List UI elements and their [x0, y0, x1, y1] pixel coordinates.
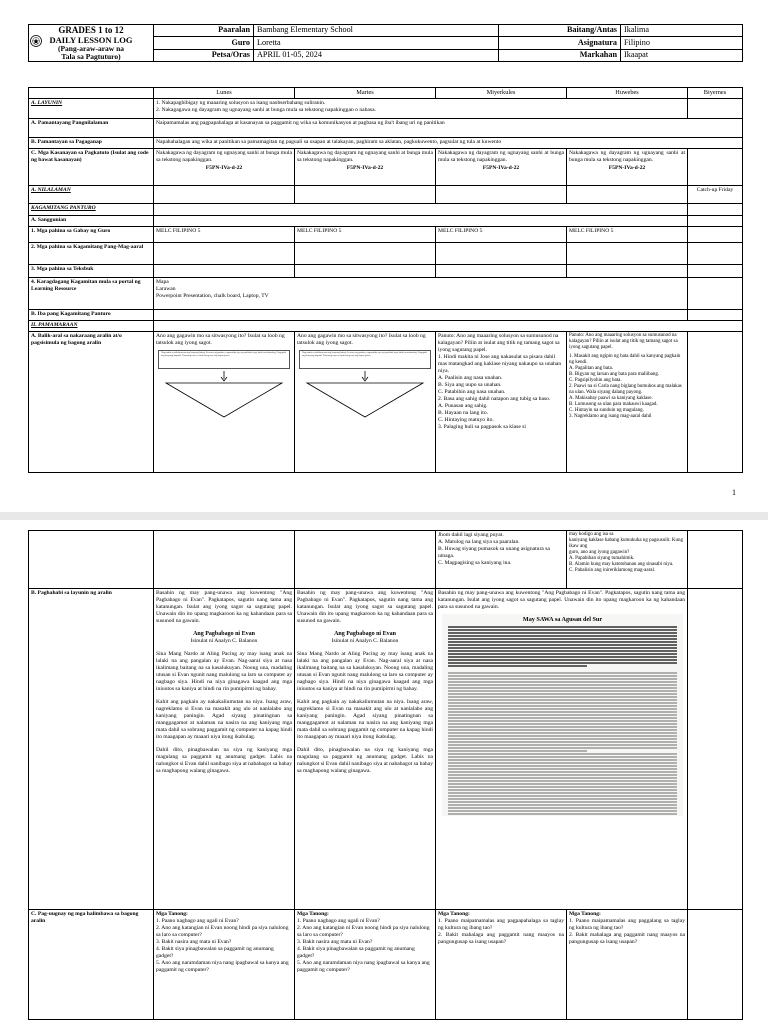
pangnilalaman-text: Naipamamalas ang pagpapahalaga at kasanayan sa paggamit ng wika sa komunikasyon at pagbasa ng iba't ibang uri ng panitikan	[154, 118, 743, 137]
news-text-line	[448, 693, 677, 695]
paghahabi-monday	[154, 589, 295, 910]
news-text-line	[448, 662, 677, 664]
thu-cont-item: B. Alamin kung may katotohanan ang sinasabi niya.	[569, 562, 674, 567]
karagdagang-mapa: Mapa	[156, 278, 169, 285]
wed-cont-item: A. Matulog na lang siya sa paaralan.	[438, 538, 520, 545]
news-text-line	[448, 744, 677, 746]
story-intro: Basahin ng may pang-unawa ang kuwentong "Ang Pagbabago ni Evan". Pagkatapos, sagutin nang tama ang katanungan. Isulat ang iyong sagot sa sagutang papel. Unawain din ito upang magkaroon ka ng kahandaan para sa susunod na gawain.	[156, 590, 292, 624]
iba-pang-empty	[154, 309, 688, 320]
gabay-guro-thu: MELC FILIPINO 5	[567, 226, 688, 242]
questions-wednesday	[436, 910, 567, 1020]
news-text-line	[448, 813, 677, 815]
news-text-line	[448, 675, 677, 677]
question-item: 2. Bakit mahalaga ang paggamit nang maayos na pangungusap sa isang usapan?	[438, 931, 564, 945]
wed-item: B. Siya ang uupo sa unahan.	[438, 381, 502, 388]
news-text-line	[448, 672, 677, 674]
mag-aaral-thu	[567, 242, 688, 264]
news-text-line	[448, 729, 677, 731]
layunin-label: A. LAYUNIN	[29, 98, 154, 118]
tanong-label: Mga Tanong:	[156, 911, 188, 917]
news-text-line	[448, 804, 677, 806]
news-text-line	[448, 702, 677, 704]
balik-aral-wednesday	[436, 331, 567, 472]
day-friday: Biyernes	[688, 88, 743, 99]
karagdagang-label: 4. Karagdagang Kagamitan mula sa portal ng Learning Resource	[29, 277, 154, 309]
thu-item: Panuto: Ano ang maaaring solusyon sa sumusunod na kalagayan? Piliin at isulat ang titik ng tamang sagot sa iyong sagutang papel.	[569, 332, 678, 350]
news-text-line	[448, 786, 677, 788]
news-text-line	[448, 723, 677, 725]
situation-diagram	[156, 350, 292, 422]
tanong-label: Mga Tanong:	[438, 911, 470, 917]
mag-aaral-tue	[295, 242, 436, 264]
question-item: 3. Bakit nasira ang mata ni Evan?	[156, 938, 232, 945]
story-paragraph: Dahil dito, pinagbawalan na siya ng kaniyang mga magulang sa paggamit ng anumang gadget. Labis na nalungkot si Evan dahil nanibago siya at nababagot sa bahay sa maghapong walang ginagawa.	[297, 747, 433, 775]
situation-box: Nag-aabot sa inilalarawan ang kanyang bahay. Sa araw ng pasalan, nagsasalita siya ng malakas kaya hindi na nakatulog. Nagagalit ang kanyang kapatid. Tinanong niya sa amin kung ano ang dapat gawin.	[158, 350, 290, 369]
page-2	[0, 520, 768, 1024]
kasanayan-code: F5PN-IVa-d-22	[205, 164, 243, 171]
paghahabi-fri	[688, 589, 743, 910]
wed-item: C. Patabihin ang nasa unahan.	[438, 388, 506, 395]
grade-label: Baitang/Antas	[499, 25, 621, 37]
page-number: 1	[732, 488, 736, 497]
balik-aral-instruction: Ano ang gagawin mo sa sitwasyong ito? Isulat sa loob ng tatsulok ang iyong sagot.	[297, 332, 426, 346]
news-text-line	[448, 684, 677, 686]
mag-aaral-fri	[688, 242, 743, 264]
question-item: 4. Bakit siya pinagbawalan sa paggamit ng anumang gadget?	[156, 945, 274, 959]
kasanayan-friday	[688, 148, 743, 185]
layunin-line-1: 1. Nakapagbibigay ng maaaring solusyon sa isang naobserbahang suliranin.	[156, 99, 326, 106]
news-title: May SAWA sa Agusan del Sur	[522, 615, 603, 623]
layunin-line-2: 2. Nakagagawa ng dayagram ng ugnayang sanhi at bunga mula sa tekstong napakinggan o nabasa.	[156, 106, 376, 113]
karagdagang-fri	[688, 277, 743, 309]
news-text-line	[448, 650, 677, 652]
thu-item: C. Pagsipilyohin ang bata.	[569, 377, 622, 383]
sanggunian-fri	[688, 215, 743, 226]
gabay-guro-wed: MELC FILIPINO 5	[436, 226, 567, 242]
news-text-line	[448, 792, 677, 794]
news-intro: Basahin ng may pang-unawa ang kuwentong "Ang Pagbabago ni Evan". Pagkatapos, sagutin nang tama ang katanungan. Isulat ang iyong sagot sa sagutang papel. Unawain din ito upang magkaroon ka ng kahandaan para sa susunod na gawain.	[438, 590, 685, 610]
thu-item: 2. Paawi na si Carla nang biglang bumuhos ang malakas na ulan. Wala siyang dalang payong.	[569, 383, 682, 395]
kagamitang-fri	[688, 203, 743, 215]
thu-cont-item: guro, ano ang iyong gagawin?	[569, 550, 630, 555]
news-text-line	[448, 735, 677, 737]
wed-item: 1. Hindi makita ni Jose ang nakasulat sa pisara dahil mas matangkad ang kaklase niyang nakaupo sa unahan niya.	[438, 353, 562, 374]
news-text-line	[448, 771, 677, 773]
balik-aral-tuesday	[295, 331, 436, 472]
news-text-line	[448, 629, 677, 631]
wed-item: 3. Palaging huli sa pagpasok sa klase si	[438, 423, 526, 430]
news-text-line	[448, 690, 677, 692]
lesson-grid-continued	[28, 530, 743, 1020]
catch-up-friday: Catch-up Friday	[688, 185, 743, 203]
answer-triangle-icon	[297, 371, 433, 421]
header-title	[29, 25, 154, 62]
pamamaraan-label: II. PAMAMARAAN	[29, 320, 154, 331]
subject-label: Asignatura	[499, 37, 621, 49]
question-item: 3. Bakit nasira ang mata ni Evan?	[297, 938, 373, 945]
news-text-line	[448, 687, 677, 689]
deped-seal-icon	[30, 35, 42, 47]
news-text-line	[448, 810, 677, 812]
news-text-line	[448, 750, 587, 752]
wed-cont-item: B. Huwag siyang pumasok sa unang asignatura sa umaga.	[438, 545, 550, 559]
story-title: Ang Pagbabago ni Evan	[334, 630, 396, 637]
news-text-line	[448, 747, 677, 749]
karagdagang-ppt: Powerpoint Presentation, chalk board, Laptop, TV	[156, 292, 269, 299]
kasanayan-monday	[154, 148, 295, 185]
thu-cont-item: A. Papabihan siyang tumahimik.	[569, 556, 635, 561]
news-text-line	[448, 711, 677, 713]
situation-box: Nag-aabot sa inilalarawan ang kanyang bahay. Sa araw ng pasalan, nagsasalita siya ng malakas kaya hindi na nakatulog. Nagagalit ang kanyang kapatid. Tinanong niya sa amin kung ano ang dapat gawin.	[299, 350, 431, 369]
sanggunian-empty	[154, 215, 688, 226]
questions-monday	[154, 910, 295, 1020]
thu-item: 1. Masakit ang ngipin ng bata dahil sa kanyang pagkain ng kendi.	[569, 353, 681, 365]
date-value: APRIL 01-05, 2024	[254, 49, 499, 61]
thu-item: B. Lumusong sa ulan para makauwi kaagad.	[569, 401, 658, 407]
kasanayan-text: Nakakagawa ng dayagram ng ugnayang sanhi at bunga mula sa tekstong napakinggan.	[569, 149, 685, 163]
news-text-line	[448, 726, 677, 728]
thu-item: 3. Nagreklamo ang isang mag-aaral dahil	[569, 413, 652, 419]
questions-thursday	[567, 910, 688, 1020]
cont-mon-empty	[154, 531, 295, 589]
news-text-line	[448, 626, 677, 628]
questions-tuesday	[295, 910, 436, 1020]
kasanayan-wednesday	[436, 148, 567, 185]
school-value: Bambang Elementary School	[254, 25, 499, 37]
title-sub2: Tala sa Pagtuturo)	[61, 51, 121, 61]
news-text-line	[448, 801, 677, 803]
story-paragraph: Dahil dito, pinagbawalan na siya ng kaniyang mga magulang sa paggamit ng anumang gadget. Labis na nalungkot si Evan dahil nanibago siya at nababagot sa bahay sa maghapong walang ginagawa.	[156, 747, 292, 775]
thu-item: A. Pagalitan ang bata.	[569, 365, 614, 371]
teacher-value: Loretta	[254, 37, 499, 49]
pangnilalaman-label: A. Pamantayang Pangnilalaman	[29, 118, 154, 137]
wed-item: A. Paalisin ang nasa unahan.	[438, 374, 503, 381]
thu-cont-item: kaniyang kaklase habang kumukuha ng pagsusulit. Kung ikaw ang	[569, 538, 684, 549]
title-dll: DAILY LESSON LOG	[49, 35, 133, 46]
news-text-line	[448, 732, 677, 734]
news-text-line	[448, 777, 677, 779]
karagdagang-larawan: Larawan	[156, 285, 176, 292]
news-text-line	[448, 807, 677, 809]
kasanayan-text: Nakakagawa ng dayagram ng ugnayang sanhi at bunga mula sa tekstong napakinggan.	[156, 149, 292, 163]
tanong-label: Mga Tanong:	[297, 911, 329, 917]
subject-value: Filipino	[621, 37, 743, 49]
news-text-line	[448, 720, 677, 722]
pagganap-text: Napahahalagan ang wika at panitikan sa pamamagitan ng paguali sa usapan at talakayan, paghiram sa aklatan, pagkukuwento, pagsulat ng tula at kuwento	[154, 137, 743, 148]
kasanayan-code: F5PN-IVa-d-22	[608, 164, 646, 171]
wed-item: 2. Basa ang sahig dahil natapon ang tubig sa baso.	[438, 395, 551, 402]
news-text-line	[448, 789, 677, 791]
nilalaman-wed	[436, 185, 567, 203]
day-wednesday: Miyerkules	[436, 88, 567, 99]
news-text-line	[448, 638, 677, 640]
cont-wednesday	[436, 531, 567, 589]
paghahabi-wed-thu	[436, 589, 688, 910]
news-text-line	[448, 653, 677, 655]
gabay-guro-fri	[688, 226, 743, 242]
quarter-value: Ikaapat	[621, 49, 743, 61]
day-tuesday: Martes	[295, 88, 436, 99]
teksbuk-wed	[436, 264, 567, 277]
day-monday: Lunes	[154, 88, 295, 99]
nilalaman-thu	[567, 185, 688, 203]
gabay-guro-mon: MELC FILIPINO 5	[154, 226, 295, 242]
story-author: Isinulat ni Analyn C. Balanon	[331, 638, 399, 645]
story-author: Isinulat ni Analyn C. Balanon	[190, 638, 258, 645]
news-text-line	[448, 708, 677, 710]
teksbuk-mon	[154, 264, 295, 277]
news-text-line	[448, 717, 677, 719]
question-item: 2. Ano ang katangian ni Evan noong hindi pa siya nalulong sa laro sa computer?	[297, 924, 430, 938]
cont-thursday	[567, 531, 688, 589]
title-grades: GRADES 1 to 12	[58, 25, 124, 35]
wed-item: A. Punasan ang sahig.	[438, 402, 488, 409]
school-label: Paaralan	[154, 25, 254, 37]
teksbuk-label: 3. Mga pahina sa Teksbuk	[29, 264, 154, 277]
wed-item: B. Hayaan na lang ito.	[438, 409, 489, 416]
news-text-line	[448, 659, 677, 661]
question-item: 2. Bakit mahalaga ang paggamit nang maayos na pangungusap sa isang usapan?	[569, 931, 685, 945]
news-text-line	[448, 656, 677, 658]
news-text-line	[448, 759, 677, 761]
thu-cont-item: C. Pabalisin ang inireriklamong mag-aaral.	[569, 568, 656, 573]
question-item: 5. Ano ang naramdaman niya nang ipagbawal sa kanya ang paggamit ng computer?	[156, 959, 289, 973]
corner-cell	[29, 88, 154, 99]
mag-aaral-label: 2. Mga pahina sa Kagamitang Pang-Mag-aaral	[29, 242, 154, 264]
news-text-line	[448, 699, 677, 701]
news-text-line	[448, 678, 677, 680]
question-item: 5. Ano ang naramdaman niya nang ipagbawal sa kanya ang paggamit ng computer?	[297, 959, 430, 973]
questions-fri	[688, 910, 743, 1020]
wed-cont-item: Jhom dahil lagi siyang puyat.	[438, 532, 504, 538]
cont-fri-empty	[688, 531, 743, 589]
question-item: 1. Paano maipamamalas ang pagpapahalaga sa taglay ng kultura ng ibang tao?	[438, 917, 564, 931]
kasanayan-code: F5PN-IVa-d-22	[482, 164, 520, 171]
news-text-line	[448, 774, 677, 776]
news-text-line	[448, 632, 677, 634]
kagamitang-empty	[154, 203, 688, 215]
story-paragraph: Sina Mang Nardo at Aling Pacing ay may isang anak na lalaki na ang pangalan ay Evan. Nag-aaral siya at nasa ikalimang baitang na sa kasalukuyan. Noong una, madaling utusan si Evan ngunit nang malulong sa laro sa computer ay nagbago siya. Hindi na niya ginagawa kaagad ang mga iniuutos sa kaniya at hindi na rin pumipirmi ng bahay.	[297, 651, 433, 693]
pag-ugnay-label: C. Pag-uugnay ng mga halimbawa sa bagong aralin	[29, 910, 154, 1020]
teksbuk-tue	[295, 264, 436, 277]
situation-diagram	[297, 350, 433, 422]
question-item: 1. Paano nagbago ang ugali ni Evan?	[297, 917, 380, 924]
news-article-image	[442, 614, 683, 816]
story-intro: Basahin ng may pang-unawa ang kuwentong "Ang Pagbabago ni Evan". Pagkatapos, sagutin nang tama ang katanungan. Isulat ang iyong sagot sa sagutang papel. Unawain din ito upang magkaroon ka ng kahandaan para sa susunod na gawain.	[297, 590, 433, 624]
news-text-line	[448, 681, 677, 683]
thu-cont-item: may kodigo ang isa sa	[569, 532, 614, 537]
teksbuk-fri	[688, 264, 743, 277]
quarter-label: Markahan	[499, 49, 621, 61]
balik-aral-monday	[154, 331, 295, 472]
news-text-line	[448, 795, 677, 797]
nilalaman-tue	[295, 185, 436, 203]
cont-tue-empty	[295, 531, 436, 589]
pagganap-label: B. Pamantayan sa Pagaganap	[29, 137, 154, 148]
news-text-line	[448, 647, 677, 649]
pamamaraan-empty	[154, 320, 743, 331]
iba-pang-label: B. Iba pang Kagamitang Panturo	[29, 309, 154, 320]
kasanayan-tuesday	[295, 148, 436, 185]
news-text-line	[448, 753, 677, 755]
news-text-line	[448, 756, 677, 758]
title-sub1: (Pang-araw-araw na	[57, 44, 125, 54]
news-text-line	[448, 714, 677, 716]
news-text-line	[448, 705, 677, 707]
news-text-line	[448, 665, 587, 667]
paghahabi-tuesday	[295, 589, 436, 910]
balik-aral-instruction: Ano ang gagawin mo sa sitwasyong ito? Isulat sa loob ng tatsulok ang iyong sagot.	[156, 332, 285, 346]
paghahabi-label: B. Paghahabi sa layunin ng aralin	[29, 589, 154, 910]
sanggunian-label: A. Sanggunian	[29, 215, 154, 226]
question-item: 2. Ano ang katangian ni Evan noong hindi pa siya nalulong sa laro sa computer?	[156, 924, 289, 938]
question-item: 1. Paano nagbago ang ugali ni Evan?	[156, 917, 239, 924]
kasanayan-text: Nakakagawa ng dayagram ng ugnayang sanhi at bunga mula sa tekstong napakinggan.	[297, 149, 433, 163]
date-label: Petsa/Oras	[154, 49, 254, 61]
kagamitang-label: KAGAMITANG PANTURO	[29, 203, 154, 215]
news-text-line	[448, 635, 677, 637]
mag-aaral-mon	[154, 242, 295, 264]
balik-aral-fri	[688, 331, 743, 472]
layunin-friday	[688, 98, 743, 118]
tanong-label: Mga Tanong:	[569, 911, 601, 917]
news-text-line	[448, 780, 677, 782]
kasanayan-text: Nakakagawa ng dayagram ng ugnayang sanhi at bunga mula sa tekstong napakinggan.	[438, 149, 564, 163]
wed-item: C. Hintaying matuyo ito.	[438, 416, 494, 423]
wed-cont-item: C. Magpagising sa kaniyang ina.	[438, 559, 512, 566]
wed-item: Panuto: Ano ang maaaring solusyon sa sumusunod na kalagayan? Piliin at isulat ang titik ng tamang sagot sa iyong sagutang papel.	[438, 332, 560, 353]
thu-item: B. Bigyan ng larsan ang bata para maliibang.	[569, 371, 660, 377]
teksbuk-thu	[567, 264, 688, 277]
news-text-line	[448, 768, 677, 770]
news-text-line	[448, 783, 677, 785]
news-text-line	[448, 798, 677, 800]
question-item: 1. Paano maipamamalas ang paggalang sa taglay ng kultura ng ibang tao?	[569, 917, 685, 931]
news-text-line	[448, 765, 677, 767]
cont-label-empty	[29, 531, 154, 589]
kasanayan-thursday	[567, 148, 688, 185]
balik-aral-label: A. Balik-aral sa nakaraang aralin at/o pagsisimula ng bagong aralin	[29, 331, 154, 472]
header-table	[28, 24, 743, 62]
kasanayan-label: C. Mga Kasanayan sa Pagkatuto (Isulat ang code ng bawat kasanayan)	[29, 148, 154, 185]
question-item: 4. Bakit siya pinagbawalan sa paggamit ng anumang gadget?	[297, 945, 415, 959]
nilalaman-label: A. NILALAMAN	[29, 185, 154, 203]
gabay-guro-label: 1. Mga pahina sa Gabay ng Guro	[29, 226, 154, 242]
balik-aral-thursday	[567, 331, 688, 472]
news-text-line	[448, 641, 677, 643]
news-text-line	[448, 738, 677, 740]
layunin-text	[154, 98, 688, 118]
news-text-line	[448, 762, 677, 764]
story-paragraph: Sina Mang Nardo at Aling Pacing ay may isang anak na lalaki na ang pangalan ay Evan. Nag-aaral siya at nasa ikalimang baitang na sa kasalukuyan. Noong una, madaling utusan si Evan ngunit nang malulong sa laro sa computer ay nagbago siya. Hindi na niya ginagawa kaagad ang mga iniuutos sa kaniya at hindi na rin pumipirmi ng bahay.	[156, 651, 292, 693]
mag-aaral-wed	[436, 242, 567, 264]
kasanayan-code: F5PN-IVa-d-22	[346, 164, 384, 171]
answer-triangle-icon	[156, 371, 292, 421]
news-text-line	[448, 696, 677, 698]
news-text-line	[448, 741, 677, 743]
news-text-line	[448, 644, 677, 646]
iba-pang-fri	[688, 309, 743, 320]
day-thursday: Huwebes	[567, 88, 688, 99]
thu-item: A. Makisabay paawi sa kaniyang kaklase.	[569, 395, 653, 401]
story-paragraph: Kahit ang pagkain ay nakakaliumutan na niya. Isang araw, nagreklamo si Evan na masakit ang ulo at nanlalabo ang kaniyang paningin. Agad siyang pinatingnan sa manggagamot at nalaman na nasira na ang kaniyang mga mata dahil sa sobrang paggamit ng computer na kapag hindi ito maagapan ay maaari niya itong ikabulag.	[156, 699, 292, 741]
thu-item: C. Hintayin na sunduin ng magulang.	[569, 407, 644, 413]
gabay-guro-tue: MELC FILIPINO 5	[295, 226, 436, 242]
lesson-grid	[28, 87, 743, 473]
story-paragraph: Kahit ang pagkain ay nakakaliumutan na niya. Isang araw, nagreklamo si Evan na masakit ang ulo at nanlalabo ang kaniyang paningin. Agad siyang pinatingnan sa manggagamot at nalaman na nasira na ang kaniyang mga mata dahil sa sobrang paggamit ng computer na kapag hindi ito maagapan ay maaari niya itong ikabulag.	[297, 699, 433, 741]
grade-value: Ikalima	[621, 25, 743, 37]
story-title: Ang Pagbabago ni Evan	[193, 630, 255, 637]
nilalaman-mon	[154, 185, 295, 203]
karagdagang-text	[154, 277, 688, 309]
teacher-label: Guro	[154, 37, 254, 49]
